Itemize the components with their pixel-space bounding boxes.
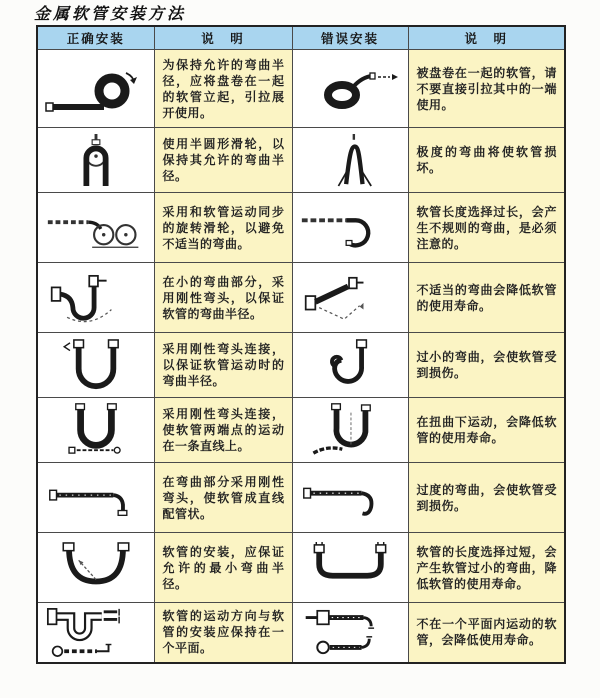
hose-motion-out-of-plane-icon: [298, 605, 402, 659]
table-row: [37, 193, 565, 263]
hose-extreme-sharp-bend-icon: [298, 132, 402, 188]
description-text: 过度的弯曲，会使软管受到损伤。: [416, 482, 557, 513]
wrong-illustration-cell: [292, 263, 408, 333]
header-wrong-install: 错误安装: [292, 26, 408, 50]
wrong-description-cell: [408, 333, 565, 398]
wrong-description-cell: [408, 193, 565, 263]
wrong-description-cell: [408, 128, 565, 193]
header-correct-install: 正确安装: [37, 26, 154, 50]
coil-end-pulled-directly-icon: [296, 58, 404, 120]
description-text: 被盘卷在一起的软管，请不要直接引拉其中的一端使用。: [416, 65, 557, 112]
description-text: 软管的安装，应保证允许的最小弯曲半径。: [162, 544, 285, 591]
correct-description-cell: [154, 603, 292, 663]
short-hose-flattened-u-icon: [298, 539, 402, 597]
table-row: [37, 533, 565, 603]
standing-coil-pulled-open-icon: [42, 58, 150, 120]
correct-description-cell: [154, 398, 292, 463]
wrong-illustration-cell: [292, 603, 408, 663]
description-text: 在扭曲下运动，会降低软管的使用寿命。: [416, 415, 557, 445]
correct-description-cell: [154, 128, 292, 193]
overlong-hose-irregular-loop-icon: [298, 200, 402, 256]
description-text: 采用刚性弯头连接，使软管两端点的运动在一条直线上。: [162, 407, 285, 453]
bend-too-small-hook-icon: [298, 337, 402, 393]
correct-illustration-cell: [37, 333, 154, 398]
table-row: [37, 463, 565, 533]
wrong-illustration-cell: [292, 193, 408, 263]
correct-illustration-cell: [37, 263, 154, 333]
table-row: [37, 603, 565, 663]
description-text: 采用和软管运动同步的旋转滑轮，以避免不适当的弯曲。: [162, 204, 285, 251]
correct-illustration-cell: [37, 193, 154, 263]
correct-illustration-cell: [37, 398, 154, 463]
correct-illustration-cell: [37, 533, 154, 603]
hose-on-semicircular-pulley-icon: [44, 132, 148, 188]
correct-description-cell: [154, 333, 292, 398]
overbent-pipe-end-icon: [298, 470, 402, 526]
straight-pipe-with-rigid-elbow-icon: [44, 470, 148, 526]
correct-description-cell: [154, 463, 292, 533]
wrong-description-cell: [408, 533, 565, 603]
wrong-illustration-cell: [292, 398, 408, 463]
description-text: 在弯曲部分采用刚性弯头，使软管成直线配管状。: [162, 474, 285, 521]
correct-illustration-cell: [37, 50, 154, 128]
table-header-row: [37, 26, 565, 50]
synchronized-rotating-pulleys-icon: [44, 200, 148, 256]
table-row: [37, 128, 565, 193]
wrong-description-cell: [408, 463, 565, 533]
wrong-description-cell: [408, 398, 565, 463]
hose-motion-in-one-plane-icon: [44, 605, 148, 659]
description-text: 过小的弯曲，会使软管受到损伤。: [416, 350, 557, 380]
table-row: [37, 50, 565, 128]
correct-illustration-cell: [37, 463, 154, 533]
description-text: 软管的长度选择过短，会产生软管过小的弯曲，降低软管的使用寿命。: [416, 544, 557, 591]
table-row: [37, 333, 565, 398]
wrong-illustration-cell: [292, 128, 408, 193]
description-text: 软管长度选择过长，会产生不规则的弯曲，是必须注意的。: [416, 204, 557, 251]
correct-description-cell: [154, 193, 292, 263]
description-text: 采用刚性弯头连接，以保证软管运动时的弯曲半径。: [162, 342, 285, 388]
wrong-illustration-cell: [292, 463, 408, 533]
u-hose-minimum-bend-radius-icon: [44, 539, 148, 597]
header-description-correct: 说 明: [154, 26, 292, 50]
description-text: 极度的弯曲将使软管损坏。: [416, 145, 557, 175]
wrong-description-cell: [408, 263, 565, 333]
header-description-wrong: 说 明: [408, 26, 565, 50]
description-text: 不在一个平面内运动的软管，会降低使用寿命。: [416, 617, 557, 648]
table-row: [37, 263, 565, 333]
u-hose-twisted-motion-icon: [298, 402, 402, 458]
improper-sharp-bend-icon: [298, 268, 402, 328]
rigid-elbow-at-small-bend-icon: [44, 268, 148, 328]
description-text: 为保持允许的弯曲半径，应将盘卷在一起的软管立起，引拉展开使用。: [162, 57, 285, 120]
description-text: 在小的弯曲部分，采用刚性弯头，以保证软管的弯曲半径。: [162, 274, 285, 321]
correct-description-cell: [154, 263, 292, 333]
description-text: 软管的运动方向与软管的安装应保持在一个平面。: [162, 609, 285, 656]
correct-description-cell: [154, 533, 292, 603]
installation-table: [36, 25, 566, 664]
description-text: 使用半圆形滑轮，以保持其允许的弯曲半径。: [162, 137, 285, 183]
wrong-illustration-cell: [292, 533, 408, 603]
u-hose-endpoints-in-line-icon: [44, 402, 148, 458]
correct-illustration-cell: [37, 128, 154, 193]
description-text: 不适当的弯曲会降低软管的使用寿命。: [416, 282, 557, 313]
wrong-description-cell: [408, 603, 565, 663]
wrong-illustration-cell: [292, 333, 408, 398]
correct-description-cell: [154, 50, 292, 128]
table-row: [37, 398, 565, 463]
correct-illustration-cell: [37, 603, 154, 663]
wrong-description-cell: [408, 50, 565, 128]
page-title: 金属软管安装方法: [34, 4, 187, 23]
rigid-elbow-u-connection-icon: [44, 337, 148, 393]
wrong-illustration-cell: [292, 50, 408, 128]
